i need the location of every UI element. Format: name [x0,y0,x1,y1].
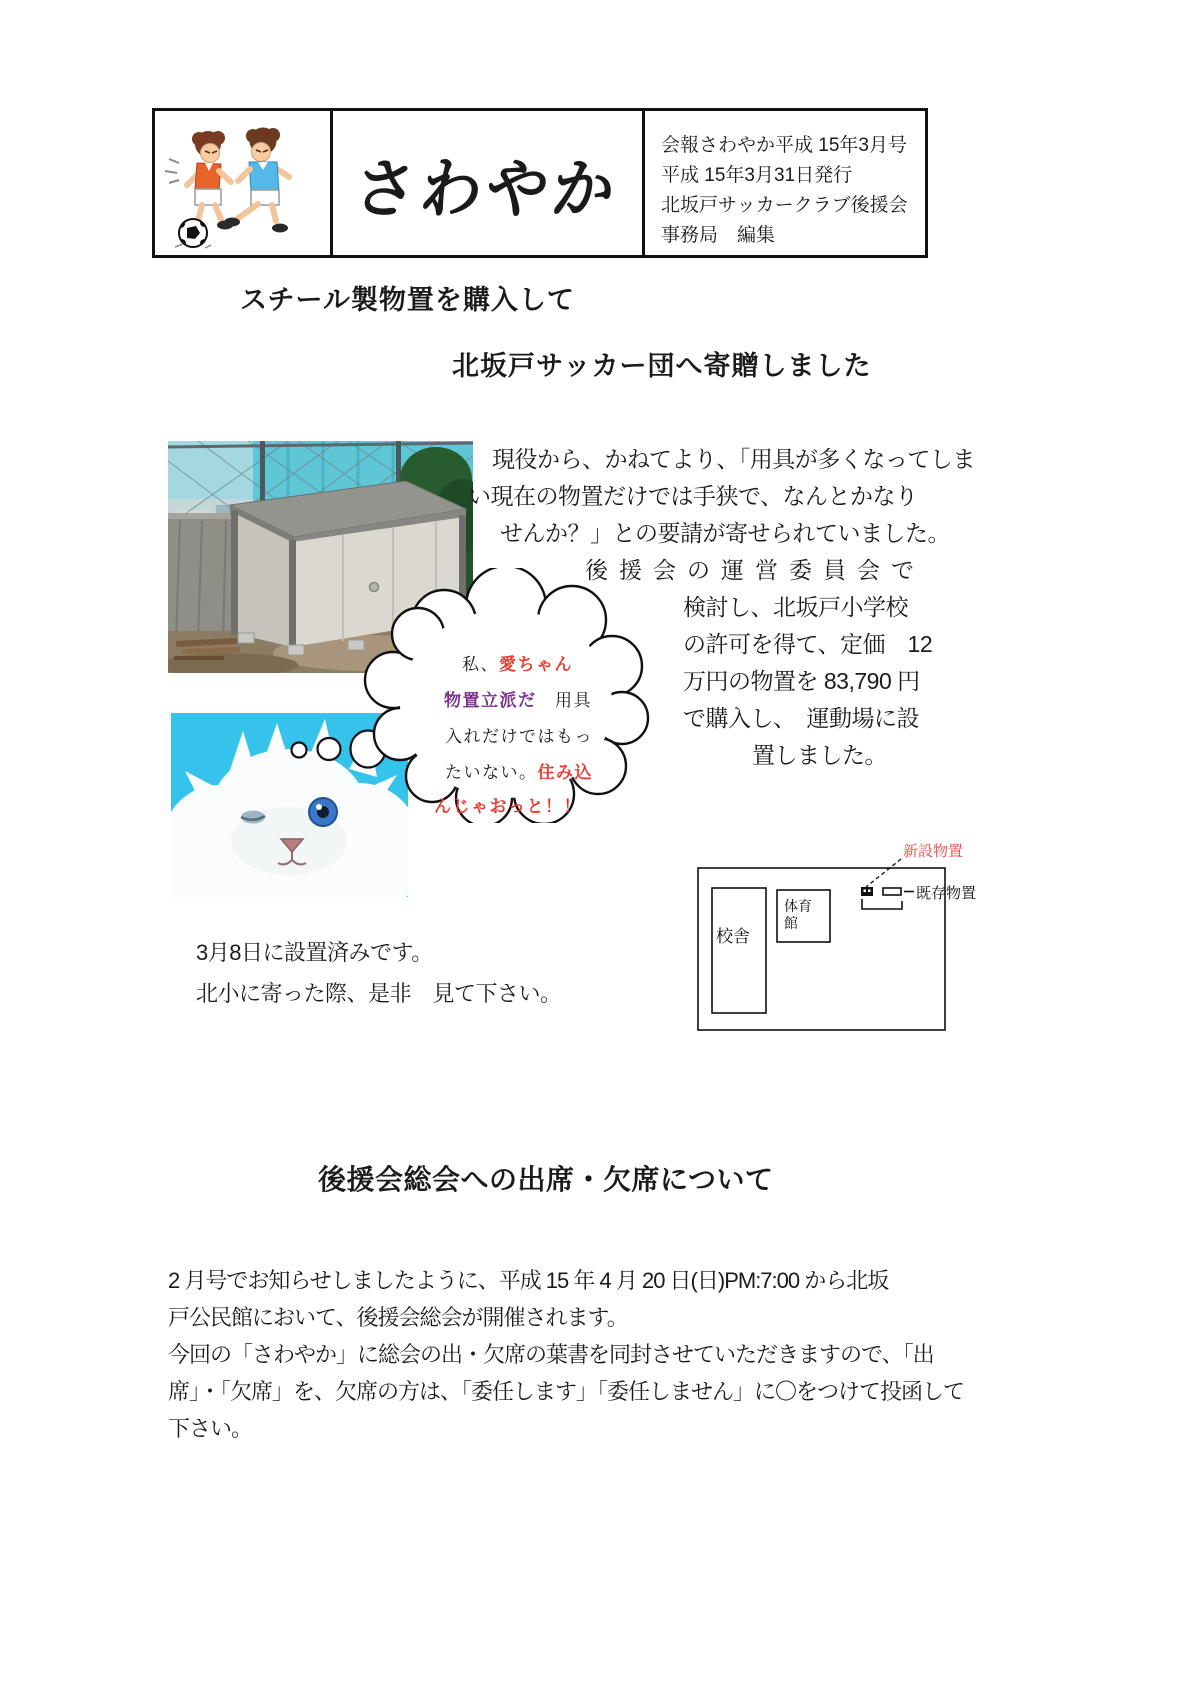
kid-orange [187,131,233,233]
publisher-line: 北坂戸サッカークラブ後援会 [661,195,908,216]
bubble-segment-red: んじゃおっと！！ [434,797,582,816]
bubble-segment: たいない。 [445,763,538,782]
newsletter-title: さわやか [350,153,624,226]
bubble-segment: 私、 [462,655,499,674]
new-shed-pointer-line [866,859,901,887]
article1-body-line: の許可を得て、定価 12 [683,631,933,657]
article2-body-line: 戸公民館において、後援会総会が開催されます。 [168,1305,628,1330]
masthead [152,108,928,258]
publish-date-line: 平成 15年3月31日発行 [661,165,853,186]
installation-caption-line2: 北小に寄った際、是非 見て下さい。 [196,981,562,1006]
article1-body-line: 検討し、北坂戸小学校 [683,594,908,620]
soccer-kids-illustration [155,111,333,255]
diagram-school-label: 校舎 [716,927,750,946]
article1-body-line: 後援会の運営委員会で [585,557,925,583]
soccer-kids-drawing [155,111,327,255]
bubble-segment-red: 住み込 [537,763,593,782]
article2-body [168,1262,1068,1447]
bubble-segment-red: 愛ちゃん [499,655,573,674]
newsletter-title-cell [333,111,645,255]
cat-left-eye [241,811,265,824]
cat-right-eye [309,798,337,826]
diagram-gym-label-line2: 館 [784,915,798,931]
diagram-existing-shed-label: 既存物置 [916,885,977,902]
soccer-ball [175,219,211,248]
article1-body-line: せんか？」との要請が寄せられていました。 [500,520,950,546]
article2-body-line: 下さい。 [168,1416,253,1441]
article2-heading: 後援会総会への出席・欠席について [318,1164,774,1195]
existing-shed-marker [883,888,901,895]
article1-headline-line1: スチール製物置を購入して [240,285,575,315]
article2-body-line: 席」・「欠席」を、欠席の方は、「委任します」「委任しません」に〇をつけて投函して [168,1379,965,1404]
diagram-gym-label-line1: 体育 [784,898,812,914]
bubble-text-line [444,686,592,711]
article1-body-line: い現在の物置だけでは手狭で、なんとかなり [468,483,918,509]
article1-body-line: 置しました。 [752,742,887,768]
bubble-text-line [445,722,593,747]
article2-body-line: 今回の「さわやか」に総会の出・欠席の葉書を同封させていただきますので、「出 [168,1342,934,1367]
bubble-segment-purple: 物置立派だ [444,691,537,710]
shed-area-bracket [862,899,902,909]
motion-lines [165,159,179,183]
school-site-diagram [645,835,990,1035]
masthead-info [645,111,925,255]
issue-line: 会報さわやか平成 15年3月号 [661,135,907,156]
bubble-text-line [445,758,593,783]
bubble-segment: 入れだけではもっ [445,727,593,746]
new-shed-marker [861,887,873,896]
kid-blue [224,128,289,233]
article1-body-line: 万円の物置を 83,790 円 [683,668,920,694]
article2-body-line: 2 月号でお知らせしましたように、平成 15 年 4 月 20 日(日)PM:7:00 から北坂 [168,1268,889,1293]
school-building-box [712,888,766,1013]
article1-body-line: で購入し、 運動場に設 [683,705,919,731]
installation-caption-line1: 3月8日に設置済みです。 [196,940,433,965]
bubble-text-line [462,650,573,675]
bubble-segment: 用具 [536,691,592,710]
diagram-new-shed-label: 新設物置 [903,843,964,860]
article1-body-line: 現役から、かねてより、「用具が多くなってしま [492,446,975,472]
bubble-text-line [434,792,582,817]
editor-line: 事務局 編集 [661,225,776,246]
article1-headline-line2: 北坂戸サッカー団へ寄贈しました [452,351,872,381]
